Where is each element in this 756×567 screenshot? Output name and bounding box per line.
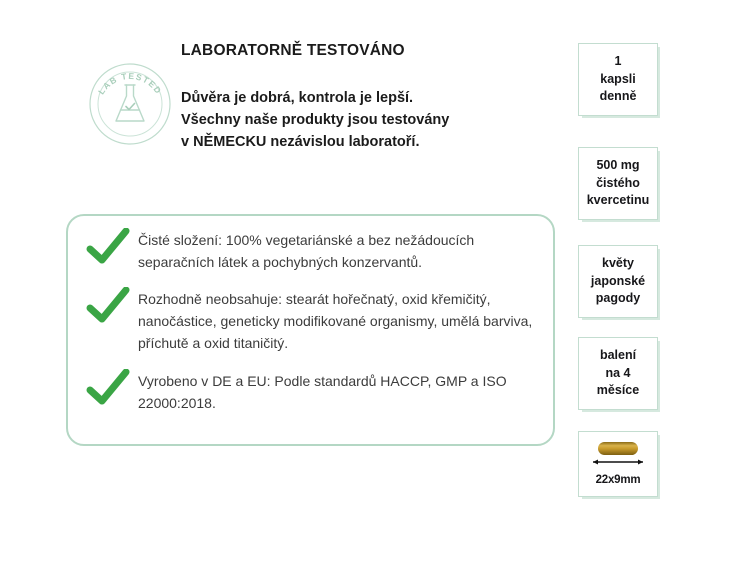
header-block bbox=[181, 42, 551, 153]
info-line: květy bbox=[602, 255, 634, 270]
info-line: pagody bbox=[595, 291, 641, 306]
header-line-3: v NĚMECKU nezávislou laboratoří. bbox=[181, 133, 420, 150]
info-box-supply bbox=[578, 337, 658, 410]
info-line: měsíce bbox=[596, 383, 640, 398]
feature-text: Vyrobeno v DE a EU: Podle standardů HACCP, GMP a ISO 22000:2018. bbox=[138, 372, 507, 411]
lab-tested-badge bbox=[86, 60, 174, 148]
info-line: kapsli bbox=[600, 71, 636, 86]
features-list bbox=[86, 226, 539, 414]
features-card bbox=[66, 214, 555, 446]
info-line: denně bbox=[599, 89, 637, 104]
info-box-dosage bbox=[578, 43, 658, 116]
page-title: LABORATORNĚ TESTOVÁNO bbox=[181, 42, 405, 59]
info-box-capsule-size bbox=[578, 431, 658, 497]
list-item bbox=[86, 285, 539, 354]
check-icon bbox=[86, 369, 130, 409]
info-line: 500 mg bbox=[596, 157, 640, 172]
capsule-dimension-label: 22x9mm bbox=[595, 474, 641, 487]
info-line: japonské bbox=[590, 273, 646, 288]
info-box-amount bbox=[578, 147, 658, 220]
capsule-graphic bbox=[585, 439, 651, 488]
check-icon bbox=[86, 287, 130, 327]
list-item bbox=[86, 226, 539, 273]
flask-icon bbox=[116, 85, 144, 121]
header-subtext bbox=[181, 87, 551, 153]
badge-curved-text: LAB TESTED bbox=[96, 70, 164, 97]
info-box-source bbox=[578, 245, 658, 318]
flask-check-icon bbox=[126, 104, 135, 110]
info-line: balení bbox=[599, 347, 637, 362]
info-line: kvercetinu bbox=[586, 193, 650, 208]
header-line-1: Důvěra je dobrá, kontrola je lepší. bbox=[181, 89, 414, 106]
list-item bbox=[86, 367, 539, 414]
info-line: 1 bbox=[614, 53, 622, 68]
info-line: na 4 bbox=[605, 365, 631, 380]
capsule-icon bbox=[585, 439, 651, 471]
info-line: čistého bbox=[596, 175, 640, 190]
check-icon bbox=[86, 228, 130, 268]
feature-text: Rozhodně neobsahuje: stearát hořečnatý, oxid křemičitý, nanočástice, geneticky modifikované organismy, umělá barviva, příchutě a oxid titaničitý. bbox=[138, 291, 533, 352]
feature-text: Čisté složení: 100% vegetariánské a bez nežádoucích separačních látek a pochybných konzervantů. bbox=[138, 232, 475, 271]
header-line-2: Všechny naše produkty jsou testovány bbox=[181, 111, 450, 128]
